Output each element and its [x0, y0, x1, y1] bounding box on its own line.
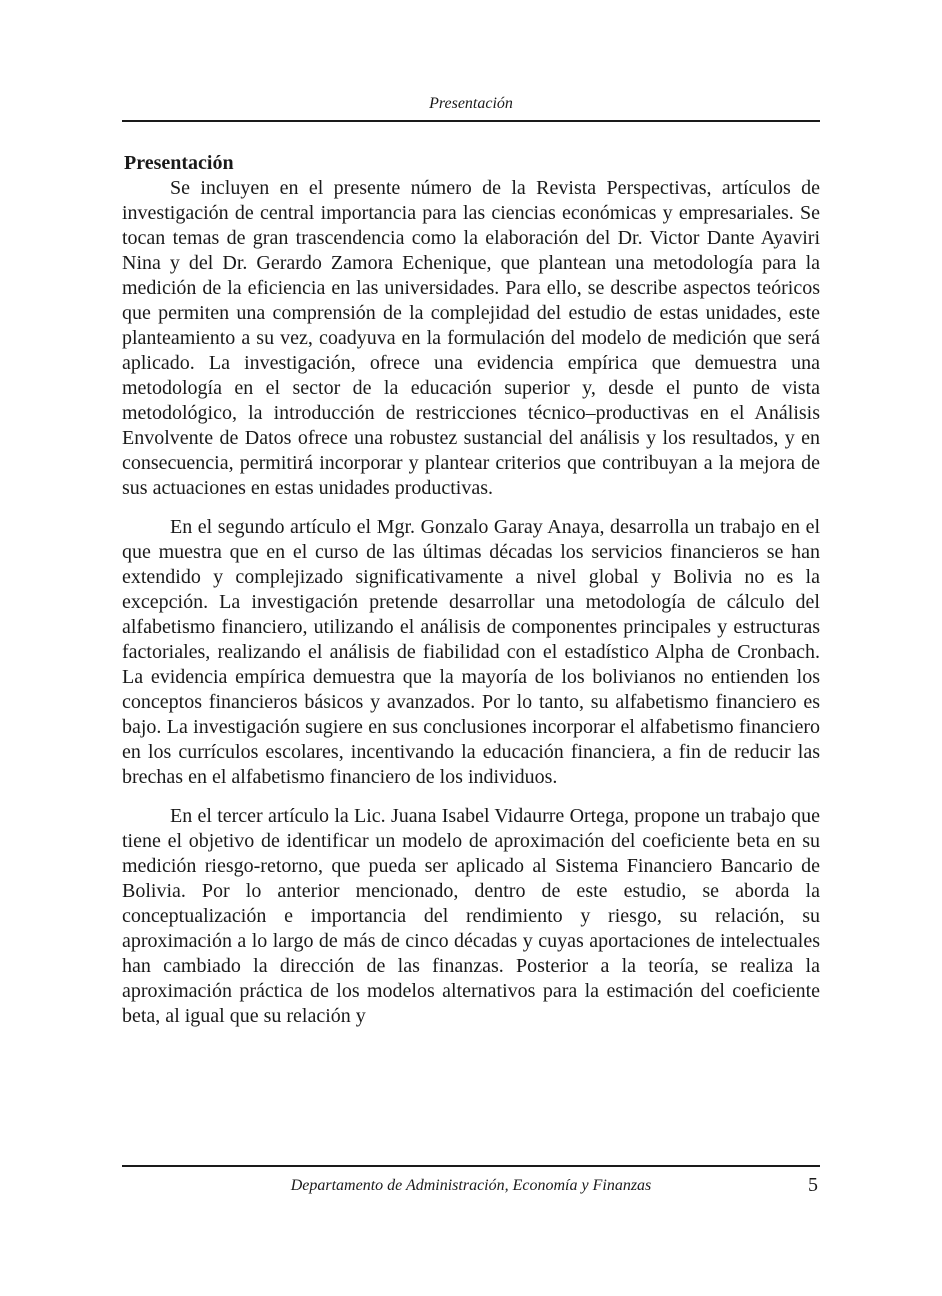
- paragraph-2: En el segundo artículo el Mgr. Gonzalo Garay Anaya, desarrolla un trabajo en el que muestra que en el curso de las últimas décadas los servicios financieros se han extendido y complejizado significativamente a nivel global y Bolivia no es la excepción. La investigación pretende desarrollar una metodología de cálculo del alfabetismo financiero, utilizando el análisis de componentes principales y estructuras factoriales, realizando el análisis de fiabilidad con el estadístico Alpha de Cronbach. La evidencia empírica demuestra que la mayoría de los bolivianos no entienden los conceptos financieros básicos y avanzados. Por lo tanto, su alfabetismo financiero es bajo. La investigación sugiere en sus conclusiones incorporar el alfabetismo financiero en los currículos escolares, incentivando la educación financiera, a fin de reducir las brechas en el alfabetismo financiero de los individuos.: [122, 516, 820, 788]
- header-rule: [122, 120, 820, 122]
- page-number: 5: [808, 1174, 818, 1196]
- section-title: Presentación: [124, 152, 234, 174]
- running-footer: [122, 1174, 820, 1198]
- running-header: Presentación: [429, 95, 513, 112]
- paragraph-3: En el tercer artículo la Lic. Juana Isabel Vidaurre Ortega, propone un trabajo que tiene el objetivo de identificar un modelo de aproximación del coeficiente beta en su medición riesgo-retorno, que pueda ser aplicado al Sistema Financiero Bancario de Bolivia. Por lo anterior mencionado, dentro de este estudio, se aborda la conceptualización e importancia del rendimiento y riesgo, su relación, su aproximación a lo largo de más de cinco décadas y cuyas aportaciones de intelectuales han cambiado la dirección de las finanzas. Posterior a la teoría, se realiza la aproximación práctica de los modelos alternativos para la estimación del coeficiente beta, al igual que su relación y: [122, 805, 820, 1027]
- footer-rule: [122, 1165, 820, 1167]
- footer-department: Departamento de Administración, Economía y Finanzas: [290, 1177, 652, 1194]
- paragraph-1: Se incluyen en el presente número de la Revista Perspectivas, artículos de investigación de central importancia para las ciencias económicas y empresariales. Se tocan temas de gran trascendencia como la elaboración del Dr. Victor Dante Ayaviri Nina y del Dr. Gerardo Zamora Echenique, que plantean una metodología para la medición de la eficiencia en las universidades. Para ello, se describe aspectos teóricos que permiten una comprensión de la complejidad del estudio de estas unidades, este planteamiento a su vez, coadyuva en la formulación del modelo de medición que será aplicado. La investigación, ofrece una evidencia empírica que demuestra una metodología en el sector de la educación superior y, desde el punto de vista metodológico, la introducción de restricciones técnico–productivas en el Análisis Envolvente de Datos ofrece una robustez sustancial del análisis y los resultados, y en consecuencia, permitirá incorporar y plantear criterios que contribuyan a la mejora de sus actuaciones en estas unidades productivas.: [122, 177, 820, 499]
- page-content: [122, 150, 820, 1043]
